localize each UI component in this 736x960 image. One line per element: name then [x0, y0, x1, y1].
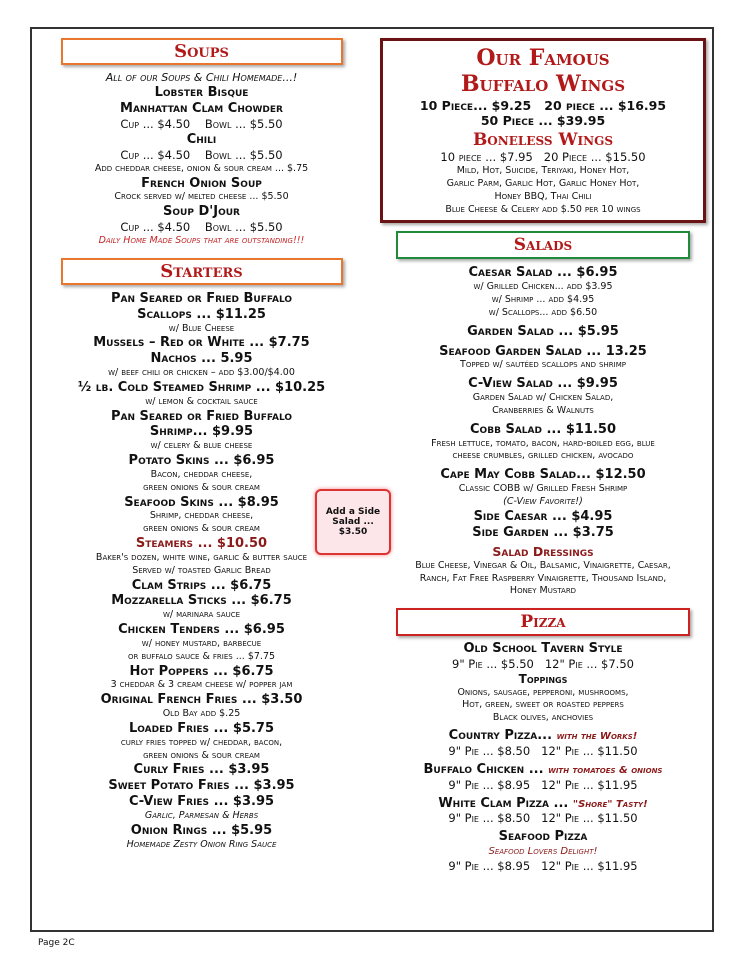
- cview-salad: C-View Salad ... $9.95: [468, 376, 618, 392]
- chili-add: Add cheddar cheese, onion & sour cream ... $.75: [94, 162, 309, 174]
- boneless-title: Boneless Wings: [472, 130, 614, 151]
- starter-item: [34, 664, 369, 693]
- dressings-title: Salad Dressings: [492, 544, 594, 560]
- soup-dujour: Soup D'Jour: [163, 204, 240, 220]
- right-column: [378, 38, 708, 874]
- buffalo-pizza-name: Buffalo Chicken ...: [423, 761, 544, 777]
- starter-desc: green onions & sour cream: [143, 523, 260, 535]
- dressings-list: Ranch, Fat Free Raspberry Vinaigrette, Thousand Island,: [419, 572, 667, 584]
- starter-name: Seafood Skins ... $8.95: [124, 494, 279, 510]
- cape-may-favorite: (C-View Favorite!): [503, 495, 583, 507]
- starter-name: ½ lb. Cold Steamed Shrimp ... $10.25: [77, 379, 326, 395]
- starter-desc: Shrimp, cheddar cheese,: [149, 510, 254, 522]
- starter-desc: w/ honey mustard, barbecue: [141, 637, 262, 649]
- dressings-list: Honey Mustard: [509, 585, 577, 597]
- toppings-list: Black olives, anchovies: [492, 712, 594, 724]
- starter-item: [34, 351, 369, 380]
- starter-item: [34, 593, 369, 622]
- blue-cheese-note: Blue Cheese & Celery add $.50 per 10 wings: [445, 203, 641, 215]
- wing-flavors-3: Honey BBQ, Thai Chili: [494, 190, 592, 202]
- starter-desc: w/ beef chili or chicken – add $3.00/$4.00: [108, 367, 295, 379]
- starter-desc: or buffalo sauce & fries ... $7.75: [127, 650, 276, 662]
- starter-item: [34, 380, 369, 409]
- manhattan-chowder: Manhattan Clam Chowder: [120, 101, 283, 117]
- starters-list: [34, 291, 369, 852]
- seafood-garden-desc: Topped w/ sautéed scallops and shrimp: [460, 359, 626, 371]
- dressings-list: Blue Cheese, Vinegar & Oil, Balsamic, Vinaigrette, Caesar,: [415, 559, 671, 571]
- starter-desc: green onions & sour cream: [143, 749, 260, 761]
- wings-title-2: Buffalo Wings: [460, 71, 626, 98]
- cape-may-desc: Classic COBB w/ Grilled Fresh Shrimp: [458, 483, 628, 495]
- starter-item: [34, 578, 369, 594]
- starter-name: Mussels – Red or White ... $7.75: [93, 335, 310, 351]
- side-salad-line: Salad ...: [332, 517, 374, 527]
- soups-header: Soups: [61, 38, 343, 65]
- tavern-price: 9" Pie ... $5.50 12" Pie ... $7.50: [452, 657, 634, 672]
- starter-desc: w/ lemon & cocktail sauce: [145, 395, 258, 407]
- wing-flavors-1: Mild, Hot, Suicide, Teriyaki, Honey Hot,: [456, 165, 630, 177]
- side-garden: Side Garden ... $3.75: [472, 524, 614, 540]
- cview-desc: Garden Salad w/ Chicken Salad,: [472, 392, 614, 404]
- starter-name: Mozzarella Sticks ... $6.75: [111, 593, 292, 609]
- starter-name: Clam Strips ... $6.75: [131, 577, 272, 593]
- starter-name: Nachos ... 5.95: [150, 351, 253, 367]
- boneless-price: 10 piece ... $7.95 20 Piece ... $15.50: [440, 150, 646, 165]
- buffalo-chicken-pizza: [378, 762, 708, 778]
- garden-salad: Garden Salad ... $5.95: [467, 323, 619, 339]
- starter-item: [34, 762, 369, 778]
- starter-name: Chicken Tenders ... $6.95: [118, 622, 285, 638]
- white-clam-note: "Shore" Tasty!: [572, 798, 648, 810]
- starter-name: Potato Skins ... $6.95: [128, 453, 275, 469]
- starter-item: [34, 335, 369, 351]
- starter-desc: curly fries topped w/ cheddar, bacon,: [120, 736, 283, 748]
- starter-item: [34, 721, 369, 762]
- side-caesar: Side Caesar ... $4.95: [473, 508, 613, 524]
- starter-desc: Garlic, Parmesan & Herbs: [144, 809, 259, 821]
- white-clam-name: White Clam Pizza ...: [438, 795, 569, 811]
- white-clam-pizza: [378, 796, 708, 812]
- country-pizza-name: Country Pizza...: [448, 728, 553, 744]
- wings-price-2: 50 Piece ... $39.95: [480, 113, 606, 129]
- daily-soups: Daily Home Made Soups that are outstanding!!!: [98, 235, 305, 247]
- starter-item: [34, 409, 369, 454]
- starter-name: Curly Fries ... $3.95: [133, 762, 270, 778]
- toppings-title: Toppings: [518, 671, 568, 686]
- side-salad-price: $3.50: [338, 527, 368, 537]
- dujour-price: Cup ... $4.50 Bowl ... $5.50: [120, 220, 283, 235]
- country-pizza-note: with the Works!: [556, 731, 638, 743]
- page-number: Page 2C: [38, 938, 75, 948]
- starter-name: Steamers ... $10.50: [135, 536, 268, 552]
- wings-title-1: Our Famous: [476, 45, 610, 71]
- starter-desc: Bacon, cheddar cheese,: [150, 468, 253, 480]
- starter-desc: Baker's dozen, white wine, garlic & butter sauce: [95, 551, 308, 563]
- side-salad-line: Add a Side: [325, 507, 381, 517]
- starter-desc: w/ marinara sauce: [162, 609, 241, 621]
- starter-desc: Served w/ toasted Garlic Bread: [132, 564, 271, 576]
- cobb-desc: cheese crumbles, grilled chicken, avocado: [452, 450, 634, 462]
- starter-name: Onion Rings ... $5.95: [130, 822, 273, 838]
- salads-list: [378, 265, 708, 598]
- wings-price-1: 10 Piece... $9.25 20 piece ... $16.95: [419, 97, 667, 113]
- cview-desc: Cranberries & Walnuts: [492, 404, 594, 416]
- starter-item: [34, 622, 369, 663]
- starter-name: Shrimp... $9.95: [149, 424, 254, 440]
- starter-desc: green onions & sour cream: [143, 481, 260, 493]
- pizza-header: Pizza: [396, 608, 690, 636]
- cape-may-cobb: Cape May Cobb Salad... $12.50: [440, 467, 646, 483]
- country-price: 9" Pie ... $8.50 12" Pie ... $11.50: [448, 743, 638, 758]
- toppings-list: Hot, green, sweet or roasted peppers: [462, 699, 624, 711]
- starter-desc: w/ celery & blue cheese: [150, 440, 253, 452]
- lobster-bisque: Lobster Bisque: [154, 85, 249, 101]
- starter-item: [34, 692, 369, 721]
- starter-item: [34, 823, 369, 852]
- starter-name: Pan Seared or Fried Buffalo: [110, 408, 293, 424]
- starter-item: [34, 778, 369, 794]
- starter-name: C-View Fries ... $3.95: [128, 794, 275, 810]
- salads-header: Salads: [396, 231, 690, 259]
- french-onion: French Onion Soup: [141, 175, 262, 191]
- starter-name: Loaded Fries ... $5.75: [128, 720, 275, 736]
- cobb-desc: Fresh lettuce, tomato, bacon, hard-boiled egg, blue: [431, 437, 655, 449]
- seafood-pizza-note: Seafood Lovers Delight!: [488, 846, 598, 858]
- tavern-style: Old School Tavern Style: [463, 641, 623, 657]
- starter-name: Pan Seared or Fried Buffalo: [110, 290, 293, 306]
- soups-intro: All of our Soups & Chili Homemade...!: [105, 71, 298, 84]
- wings-box: [380, 38, 706, 223]
- chili: Chili: [186, 131, 217, 147]
- white-clam-price: 9" Pie ... $8.50 12" Pie ... $11.50: [448, 811, 638, 826]
- pizza-list: [378, 641, 708, 874]
- caesar-salad: Caesar Salad ... $6.95: [468, 265, 618, 281]
- starter-desc: w/ Blue Cheese: [168, 322, 235, 334]
- caesar-add: w/ Scallops... add $6.50: [488, 306, 598, 318]
- cobb-salad: Cobb Salad ... $11.50: [470, 421, 616, 437]
- seafood-pizza: Seafood Pizza: [498, 829, 588, 845]
- manhattan-price: Cup ... $4.50 Bowl ... $5.50: [120, 117, 283, 132]
- country-pizza: [378, 728, 708, 744]
- starter-desc: Old Bay add $.25: [162, 708, 241, 720]
- starter-item: [34, 794, 369, 823]
- starter-desc: Homemade Zesty Onion Ring Sauce: [126, 838, 277, 850]
- starter-name: Scallops ... $11.25: [137, 306, 266, 322]
- starters-header: Starters: [61, 258, 343, 285]
- chili-price: Cup ... $4.50 Bowl ... $5.50: [120, 147, 283, 162]
- starter-desc: 3 cheddar & 3 cream cheese w/ popper jam: [110, 679, 293, 691]
- toppings-list: Onions, sausage, pepperoni, mushrooms,: [457, 686, 629, 698]
- left-column: [34, 38, 369, 851]
- starter-name: Original French Fries ... $3.50: [100, 692, 303, 708]
- caesar-add: w/ Shrimp ... add $4.95: [491, 294, 595, 306]
- starter-name: Sweet Potato Fries ... $3.95: [108, 778, 295, 794]
- starter-item: [34, 291, 369, 336]
- caesar-add: w/ Grilled Chicken... add $3.95: [473, 281, 613, 293]
- buffalo-price: 9" Pie ... $8.95 12" Pie ... $11.95: [448, 777, 638, 792]
- seafood-garden-salad: Seafood Garden Salad ... 13.25: [439, 343, 647, 359]
- starter-name: Hot Poppers ... $6.75: [129, 663, 274, 679]
- seafood-price: 9" Pie ... $8.95 12" Pie ... $11.95: [448, 858, 638, 873]
- french-onion-desc: Crock served w/ melted cheese ... $5.50: [114, 191, 289, 203]
- buffalo-pizza-note: with tomatoes & onions: [548, 764, 663, 776]
- wing-flavors-2: Garlic Parm, Garlic Hot, Garlic Honey Hot,: [446, 178, 640, 190]
